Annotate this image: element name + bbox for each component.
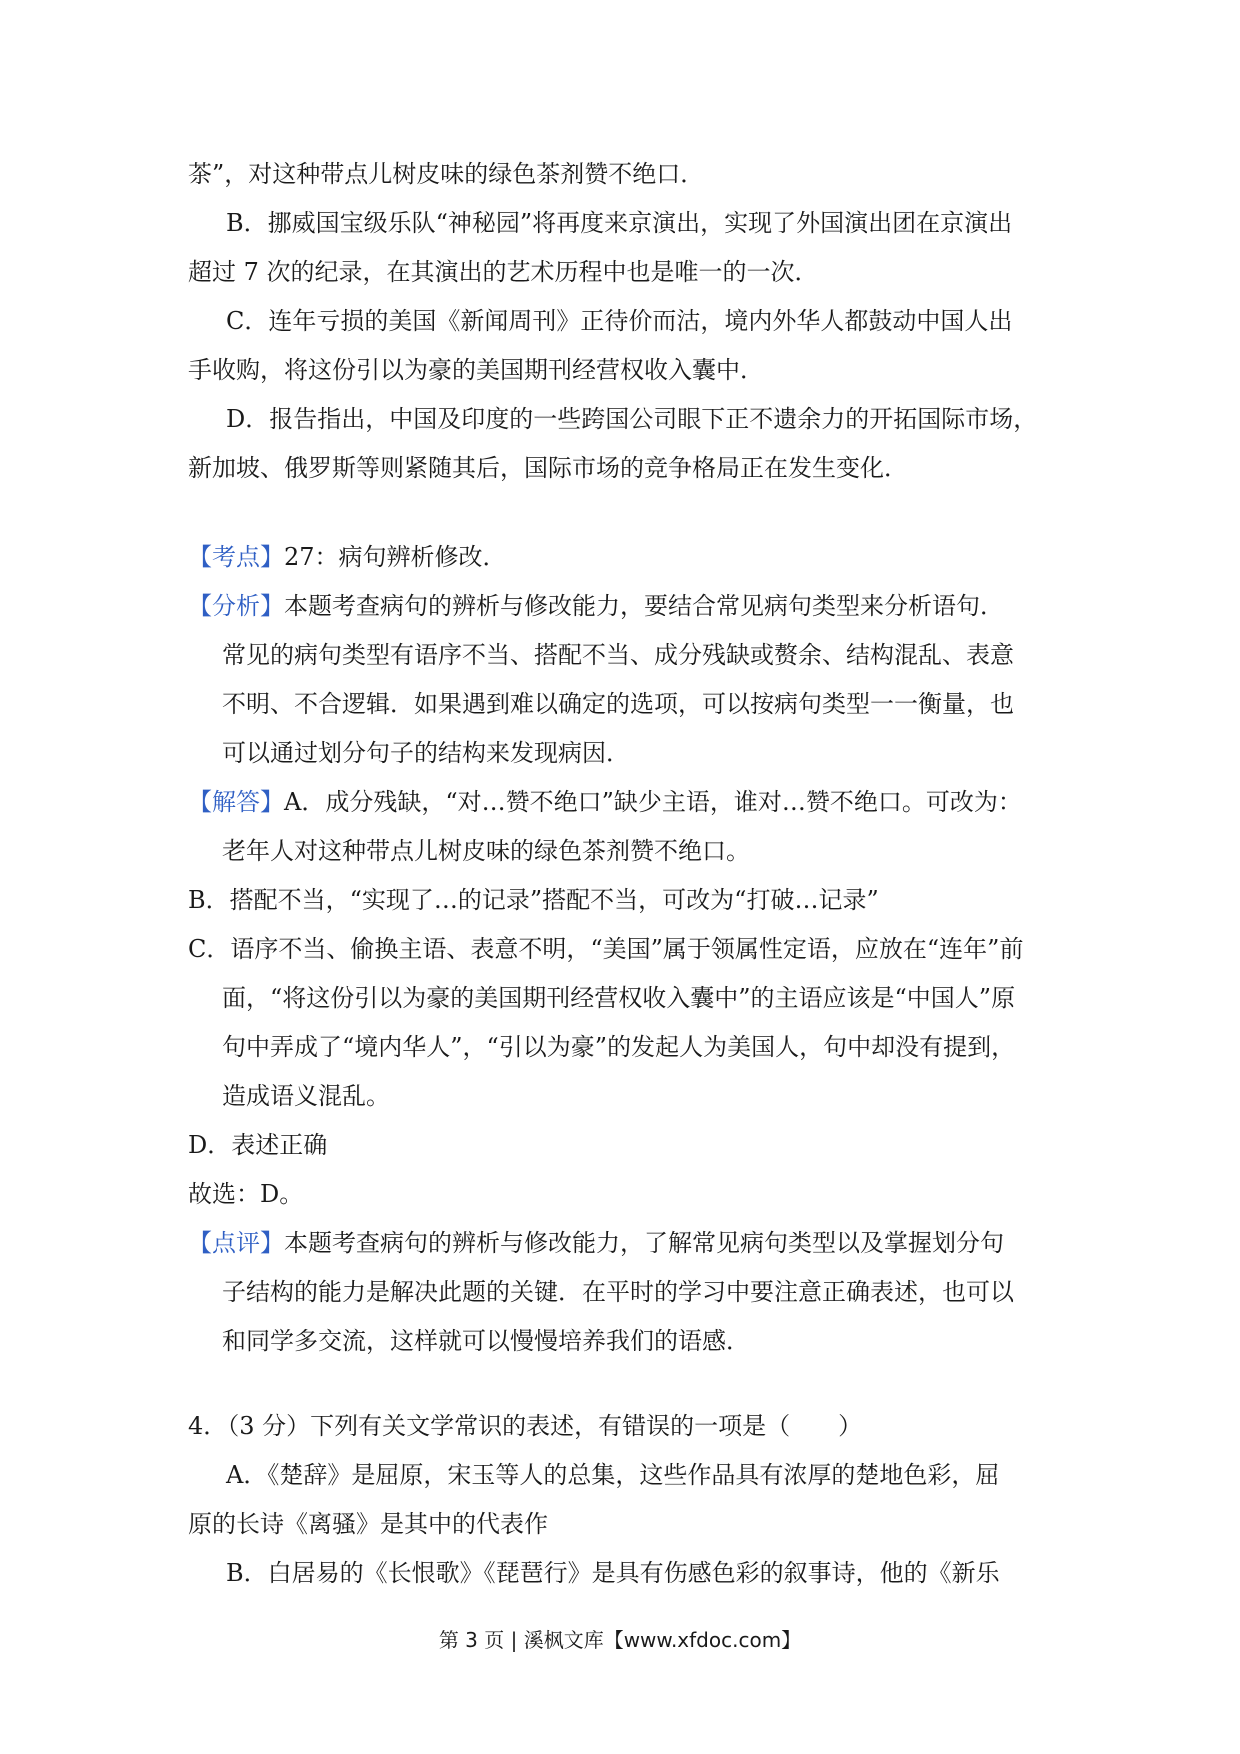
jieda-option-c-line-1: C．语序不当、偷换主语、表意不明，“美国”属于领属性定语，应放在“连年”前 bbox=[188, 935, 1024, 963]
kaodian-text: 27：病句辨析修改． bbox=[284, 543, 507, 571]
dianping-line-2: 子结构的能力是解决此题的关键．在平时的学习中要注意正确表述，也可以 bbox=[222, 1278, 1014, 1306]
fenxi-line-3: 不明、不合逻辑．如果遇到难以确定的选项，可以按病句类型一一衡量，也 bbox=[222, 690, 1014, 718]
question-4-option-b-line-1: B．白居易的《长恨歌》《琵琶行》是具有伤感色彩的叙事诗，他的《新乐 bbox=[226, 1559, 1000, 1587]
jieda-option-c-line-2: 面，“将这份引以为豪的美国期刊经营权收入囊中”的主语应该是“中国人”原 bbox=[222, 984, 1016, 1012]
question-4-option-a-line-1: A．《楚辞》是屈原，宋玉等人的总集，这些作品具有浓厚的楚地色彩，屈 bbox=[226, 1461, 1000, 1489]
option-b-line-1: B．挪威国宝级乐队“神秘园”将再度来京演出，实现了外国演出团在京演出 bbox=[226, 209, 1013, 237]
fenxi-line-2: 常见的病句类型有语序不当、搭配不当、成分残缺或赘余、结构混乱、表意 bbox=[222, 641, 1014, 669]
jieda-option-c-line-3: 句中弄成了“境内华人”，“引以为豪”的发起人为美国人，句中却没有提到， bbox=[222, 1033, 1016, 1061]
question-4-stem: 4．（3 分）下列有关文学常识的表述，有错误的一项是（ ） bbox=[188, 1412, 863, 1440]
dianping-row bbox=[188, 1219, 1068, 1268]
fenxi-line-1: 本题考查病句的辨析与修改能力，要结合常见病句类型来分析语句． bbox=[284, 592, 1004, 620]
dianping-tag: 【点评】 bbox=[188, 1229, 284, 1257]
jieda-line-1: A．成分残缺，“对…赞不绝口”缺少主语，谁对…赞不绝口。可改为： bbox=[284, 788, 1022, 816]
jieda-line-2: 老年人对这种带点儿树皮味的绿色茶剂赞不绝口。 bbox=[222, 837, 750, 865]
option-b-line-2: 超过 7 次的纪录，在其演出的艺术历程中也是唯一的一次． bbox=[188, 258, 819, 286]
option-c-line-2: 手收购，将这份引以为豪的美国期刊经营权收入囊中． bbox=[188, 356, 764, 384]
answer-line: 故选：D。 bbox=[188, 1180, 304, 1208]
jieda-option-d: D．表述正确 bbox=[188, 1131, 328, 1159]
kaodian-row bbox=[188, 533, 1068, 582]
kaodian-tag: 【考点】 bbox=[188, 543, 284, 571]
option-d-line-1: D．报告指出，中国及印度的一些跨国公司眼下正不遗余力的开拓国际市场， bbox=[226, 405, 1038, 433]
option-d-line-2: 新加坡、俄罗斯等则紧随其后，国际市场的竞争格局正在发生变化． bbox=[188, 454, 908, 482]
option-a-continuation: 茶”，对这种带点儿树皮味的绿色茶剂赞不绝口． bbox=[188, 160, 705, 188]
page-footer: 第 3 页 | 溪枫文库【www.xfdoc.com】 bbox=[438, 1628, 802, 1652]
document-page bbox=[188, 150, 1068, 1598]
question-4-option-a-line-2: 原的长诗《离骚》是其中的代表作 bbox=[188, 1510, 548, 1538]
dianping-line-1: 本题考查病句的辨析与修改能力，了解常见病句类型以及掌握划分句 bbox=[284, 1229, 1004, 1257]
fenxi-line-4: 可以通过划分句子的结构来发现病因． bbox=[222, 739, 630, 767]
dianping-line-3: 和同学多交流，这样就可以慢慢培养我们的语感． bbox=[222, 1327, 750, 1355]
jieda-row bbox=[188, 778, 1068, 827]
jieda-option-b: B．搭配不当，“实现了…的记录”搭配不当，可改为“打破…记录” bbox=[188, 886, 879, 914]
jieda-option-c-line-4: 造成语义混乱。 bbox=[222, 1082, 390, 1110]
option-c-line-1: C．连年亏损的美国《新闻周刊》正待价而沽，境内外华人都鼓动中国人出 bbox=[226, 307, 1013, 335]
fenxi-tag: 【分析】 bbox=[188, 592, 284, 620]
jieda-tag: 【解答】 bbox=[188, 788, 284, 816]
fenxi-row bbox=[188, 582, 1068, 631]
